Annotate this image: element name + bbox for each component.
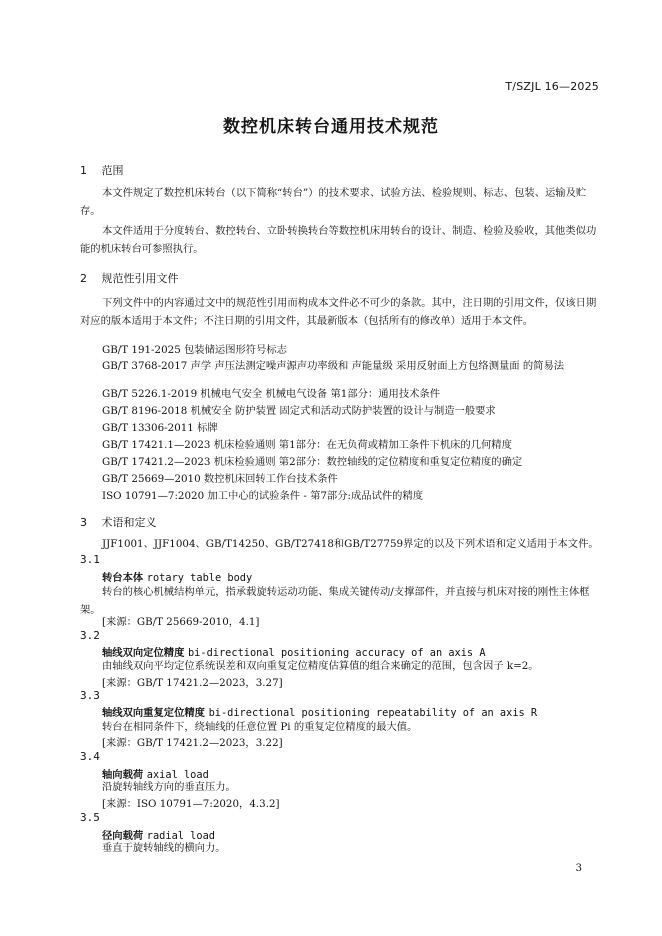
section-title: 规范性引用文件 [101, 272, 179, 285]
term-definition: 沿旋转轴线方向的垂直压力。 [102, 781, 236, 793]
reference-item: GB/T 17421.2—2023 机床检验通则 第2部分：数控轴线的定位精度和重复定位精度的确定 [102, 456, 523, 468]
term-name-en: radial load [146, 830, 215, 842]
term-name-cn: 轴线双向重复定位精度 [102, 707, 205, 719]
term-source: [来源：GB/T 17421.2—2023，3.22] [102, 737, 283, 749]
scope-paragraph-1: 本文件规定了数控机床转台（以下简称“转台”）的技术要求、试验方法、检验规则、标志、包装、运输及贮存。 [80, 187, 587, 217]
term-definition: 转台的核心机械结构单元，指承载旋转运动功能、集成关键传动/支撑部件，并直接与机床对接的刚性主体框架。 [80, 586, 590, 616]
reference-item: GB/T 3768-2017 声学 声压法测定噪声源声功率级和 声能量级 采用反射面上方包络测量面 的简易法 [102, 360, 565, 372]
section-title: 范围 [101, 164, 124, 177]
term-name-en: bi-directional positioning repeatability of an axis R [208, 707, 538, 719]
term-source: [来源：ISO 10791—7:2020，4.3.2] [102, 798, 280, 810]
term-name-cn: 转台本体 [102, 572, 144, 584]
reference-item: GB/T 191-2025 包装储运图形符号标志 [102, 344, 287, 356]
term-name-cn: 轴向载荷 [102, 769, 144, 781]
reference-item: GB/T 13306-2011 标牌 [102, 422, 218, 434]
reference-item: GB/T 17421.1—2023 机床检验通则 第1部分：在无负荷或精加工条件下机床的几何精度 [102, 439, 512, 451]
term-number: 3.1 [80, 553, 100, 566]
term-definition: 垂直于旋转轴线的横向力。 [102, 842, 226, 854]
term-name-en: bi-directional positioning accuracy of an axis A [187, 647, 486, 659]
reference-item: ISO 10791—7:2020 加工中心的试验条件 - 第7部分:成品试件的精度 [102, 490, 424, 502]
section-number: 3 [80, 516, 87, 529]
section-2-heading [80, 270, 179, 286]
reference-item: GB/T 8196-2018 机械安全 防护装置 固定式和活动式防护装置的设计与制造一般要求 [102, 405, 496, 417]
reference-item: GB/T 25669—2010 数控机床回转工作台技术条件 [102, 473, 338, 485]
references-intro: 下列文件中的内容通过文中的规范性引用而构成本文件必不可少的条款。其中，注日期的引用文件，仅该日期对应的版本适用于本文件；不注日期的引用文件，其最新版本（包括所有的修改单）适用于本文件。 [80, 297, 597, 327]
section-number: 1 [80, 164, 87, 177]
term-number: 3.2 [80, 629, 100, 642]
section-number: 2 [80, 272, 87, 285]
term-number: 3.3 [80, 689, 100, 702]
term-name-cn: 径向载荷 [102, 830, 144, 842]
document-number: T/SZJL 16—2025 [505, 80, 599, 93]
term-number: 3.5 [80, 811, 100, 824]
term-name-en: axial load [146, 769, 209, 781]
page-number: 3 [575, 863, 582, 874]
term-name-en: rotary table body [146, 572, 253, 584]
document-title: 数控机床转台通用技术规范 [223, 117, 439, 137]
term-definition: 由轴线双向平均定位系统误差和双向重复定位精度估算值的组合来确定的范围，包含因子 k=2。 [102, 660, 539, 672]
section-3-heading [80, 514, 157, 530]
section-title: 术语和定义 [101, 516, 157, 529]
term-definition: 转台在相同条件下，绕轴线的任意位置 Pi 的重复定位精度的最大值。 [102, 721, 418, 733]
term-name-cn: 轴线双向定位精度 [102, 647, 185, 659]
term-name [102, 569, 252, 584]
terms-intro: JJF1001、JJF1004、GB/T14250、GB/T27418和GB/T27759界定的以及下列术语和定义适用于本文件。 [102, 538, 599, 550]
term-source: [来源：GB/T 25669-2010，4.1] [102, 616, 260, 628]
term-source: [来源：GB/T 17421.2—2023，3.27] [102, 677, 283, 689]
term-name [102, 704, 537, 719]
term-number: 3.4 [80, 750, 100, 763]
reference-item: GB/T 5226.1-2019 机械电气安全 机械电气设备 第1部分：通用技术条件 [102, 388, 441, 400]
section-1-heading [80, 162, 124, 178]
scope-paragraph-2: 本文件适用于分度转台、数控转台、立卧转换转台等数控机床用转台的设计、制造、检验及验收，其他类似功能的机床转台可参照执行。 [80, 225, 597, 255]
